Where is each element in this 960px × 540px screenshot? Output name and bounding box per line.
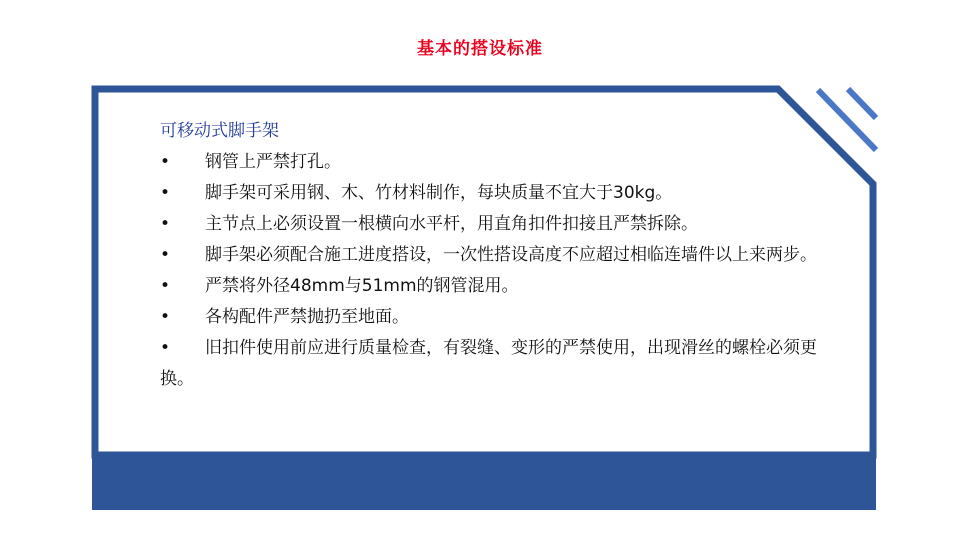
decor-stripe-2 (848, 89, 876, 118)
bullet-item (160, 302, 820, 333)
bullet-dot: • (160, 245, 171, 265)
bullet-text: 旧扣件使用前应进行质量检查，有裂缝、变形的严禁使用，出现滑丝的螺栓必须更换。 (160, 338, 817, 389)
bullet-item (160, 271, 820, 302)
bullet-item (160, 147, 820, 178)
bullet-item (160, 178, 820, 209)
bullet-item (160, 333, 820, 395)
bullet-dot: • (160, 183, 171, 203)
bullet-text: 严禁将外径48mm与51mm的钢管混用。 (205, 276, 519, 296)
bullet-dot: • (160, 276, 171, 296)
bullet-text: 钢管上严禁打孔。 (205, 152, 341, 172)
bullet-item (160, 240, 820, 271)
bullet-dot: • (160, 307, 171, 327)
bullet-dot: • (160, 152, 171, 172)
bullet-dot: • (160, 338, 171, 358)
bullet-item (160, 209, 820, 240)
content-body (160, 116, 820, 395)
section-subtitle: 可移动式脚手架 (160, 121, 279, 141)
bottom-band (92, 452, 876, 510)
bullet-text: 脚手架必须配合施工进度搭设，一次性搭设高度不应超过相临连墙件以上来两步。 (205, 245, 817, 265)
bullet-text: 脚手架可采用钢、木、竹材料制作，每块质量不宜大于30kg。 (205, 183, 673, 203)
bullet-text: 各构配件严禁抛扔至地面。 (205, 307, 409, 327)
bullet-dot: • (160, 214, 171, 234)
bullet-text: 主节点上必须设置一根横向水平杆，用直角扣件扣接且严禁拆除。 (205, 214, 698, 234)
slide-title: 基本的搭设标准 (417, 39, 543, 59)
